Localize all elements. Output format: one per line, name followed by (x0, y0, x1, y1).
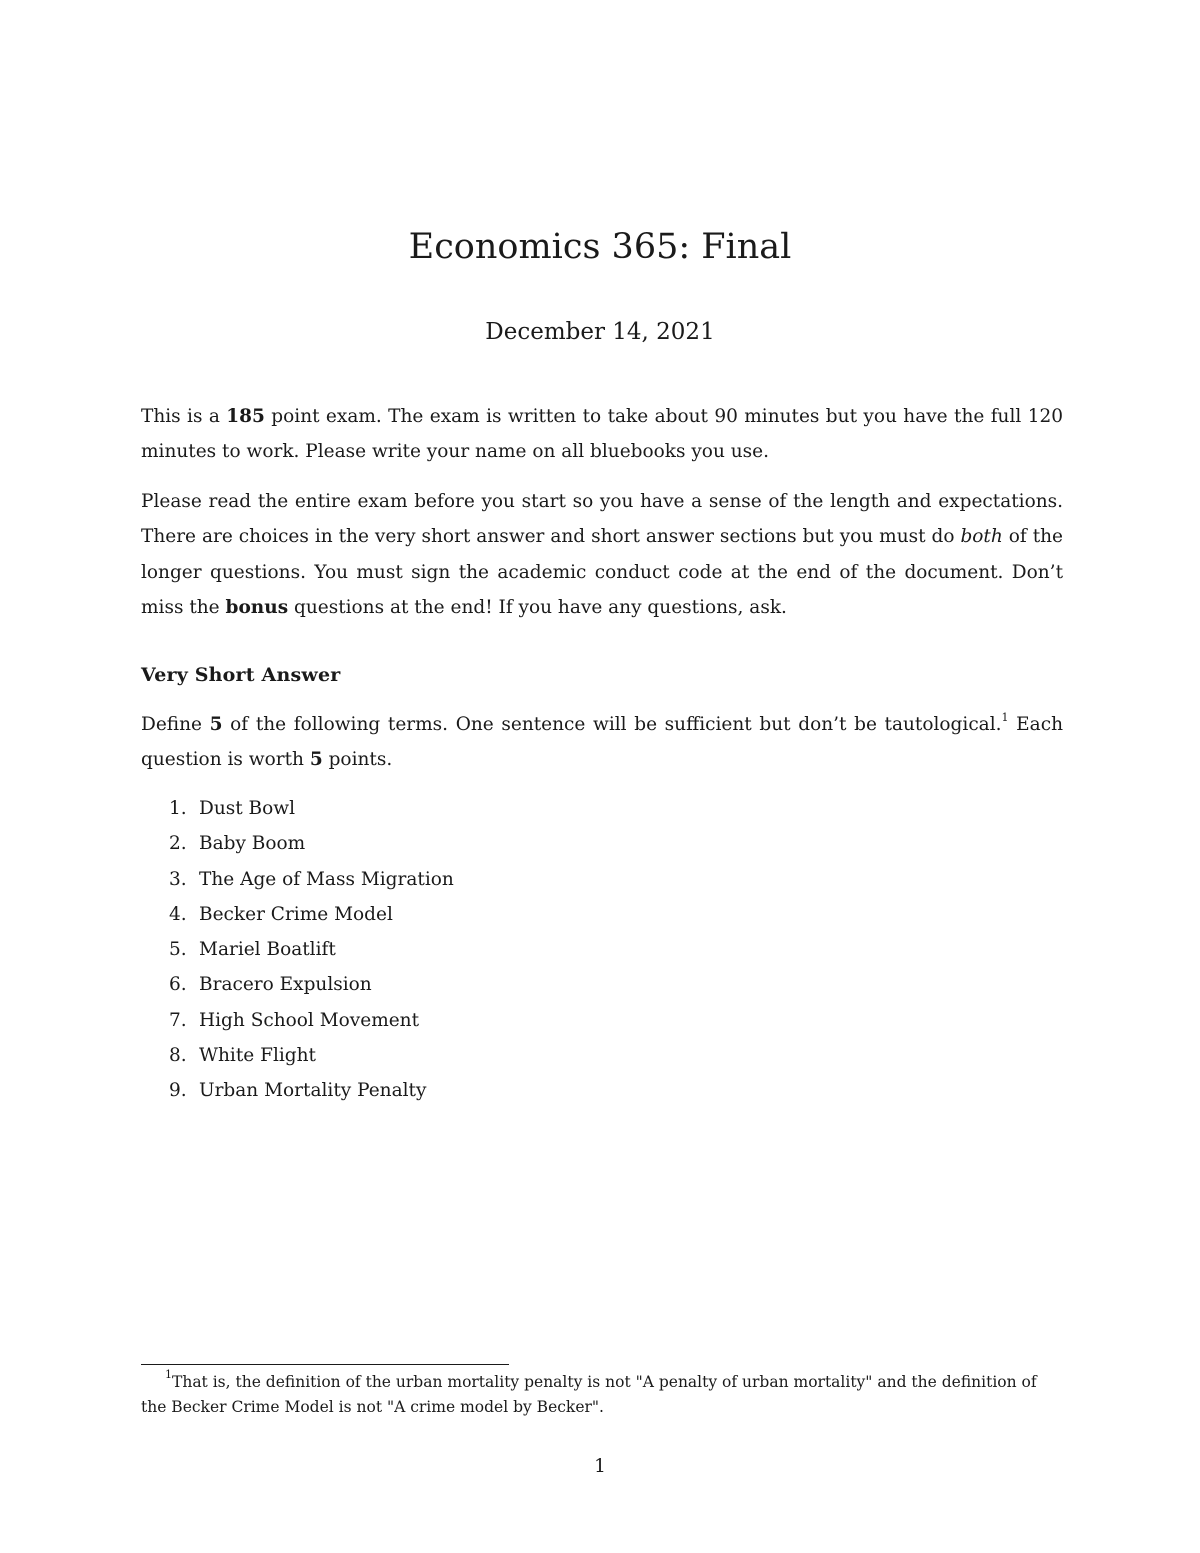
list-item-text: The Age of Mass Migration (199, 868, 454, 890)
intro-paragraph-2 (141, 484, 1063, 625)
list-item-number: 1. (169, 798, 187, 819)
list-item (141, 1073, 454, 1108)
list-item-text: Becker Crime Model (199, 903, 393, 925)
intro-p1-text-b: point exam. The exam is written to take about 90 minutes but you have the full 120 minutes to work. Please write your name on all bluebooks you use. (141, 406, 1064, 463)
intro-p2-text-a: Please read the entire exam before you start so you have a sense of the length and expectations. There are choices in the very short answer and short answer sections but you must do (141, 491, 1063, 548)
list-item-text: Urban Mortality Penalty (199, 1080, 427, 1102)
footnote-number: 1 (165, 1368, 172, 1381)
instr-text-d: points. (322, 749, 393, 771)
instr-points: 5 (309, 749, 323, 771)
list-item (141, 967, 454, 1002)
list-item (141, 1038, 454, 1073)
list-item-text: High School Movement (199, 1009, 420, 1031)
exam-date: December 14, 2021 (485, 319, 715, 345)
intro-p2-text-b: of the longer questions. You must sign the academic conduct code at the end of the document. Don’t miss the (141, 526, 1063, 618)
list-item-number: 3. (169, 868, 187, 890)
term-list (141, 791, 454, 1109)
intro-p1-text-a: This is a (141, 406, 227, 427)
list-item-number: 9. (169, 1080, 187, 1102)
list-item-number: 4. (169, 903, 187, 925)
footnote-mark (141, 1370, 172, 1395)
section-heading: Very Short Answer (141, 664, 341, 686)
list-item-number: 5. (169, 939, 187, 961)
emphasis-bonus: bonus (225, 596, 289, 618)
list-item (141, 932, 454, 967)
list-item-text: Baby Boom (199, 833, 306, 855)
page-number: 1 (594, 1456, 606, 1477)
total-points: 185 (226, 406, 265, 427)
list-item-text: White Flight (199, 1045, 316, 1067)
list-item-number: 8. (169, 1045, 187, 1067)
intro-paragraph-1 (141, 399, 1063, 470)
footnote-text: That is, the definition of the urban mortality penalty is not "A penalty of urban mortality" and the definition of the Becker Crime Model is not "A crime model by Becker". (141, 1373, 1037, 1416)
list-item (141, 1003, 454, 1038)
instr-text-b: of the following terms. One sentence will be sufficient but don’t be tautological. (222, 714, 1002, 735)
list-item (141, 791, 454, 826)
list-item-number: 7. (169, 1009, 187, 1031)
list-item-number: 6. (169, 974, 187, 996)
section-instructions (141, 707, 1063, 778)
instr-text-a: Define (141, 714, 210, 735)
list-item (141, 862, 454, 897)
list-item (141, 897, 454, 932)
list-item-text: Mariel Boatlift (199, 939, 336, 961)
list-item-number: 2. (169, 833, 187, 855)
list-item (141, 826, 454, 861)
list-item-text: Dust Bowl (199, 798, 296, 819)
instr-count: 5 (209, 714, 223, 735)
footnote-ref[interactable]: 1 (1001, 711, 1009, 724)
footnote-divider (141, 1364, 509, 1365)
emphasis-both: both (960, 526, 1003, 548)
intro-p2-text-c: questions at the end! If you have any questions, ask. (288, 596, 787, 618)
footnote (141, 1370, 1063, 1420)
instr-text-c: Each question is worth (141, 714, 1063, 771)
list-item-text: Bracero Expulsion (199, 974, 372, 996)
page-title: Economics 365: Final (408, 227, 792, 267)
